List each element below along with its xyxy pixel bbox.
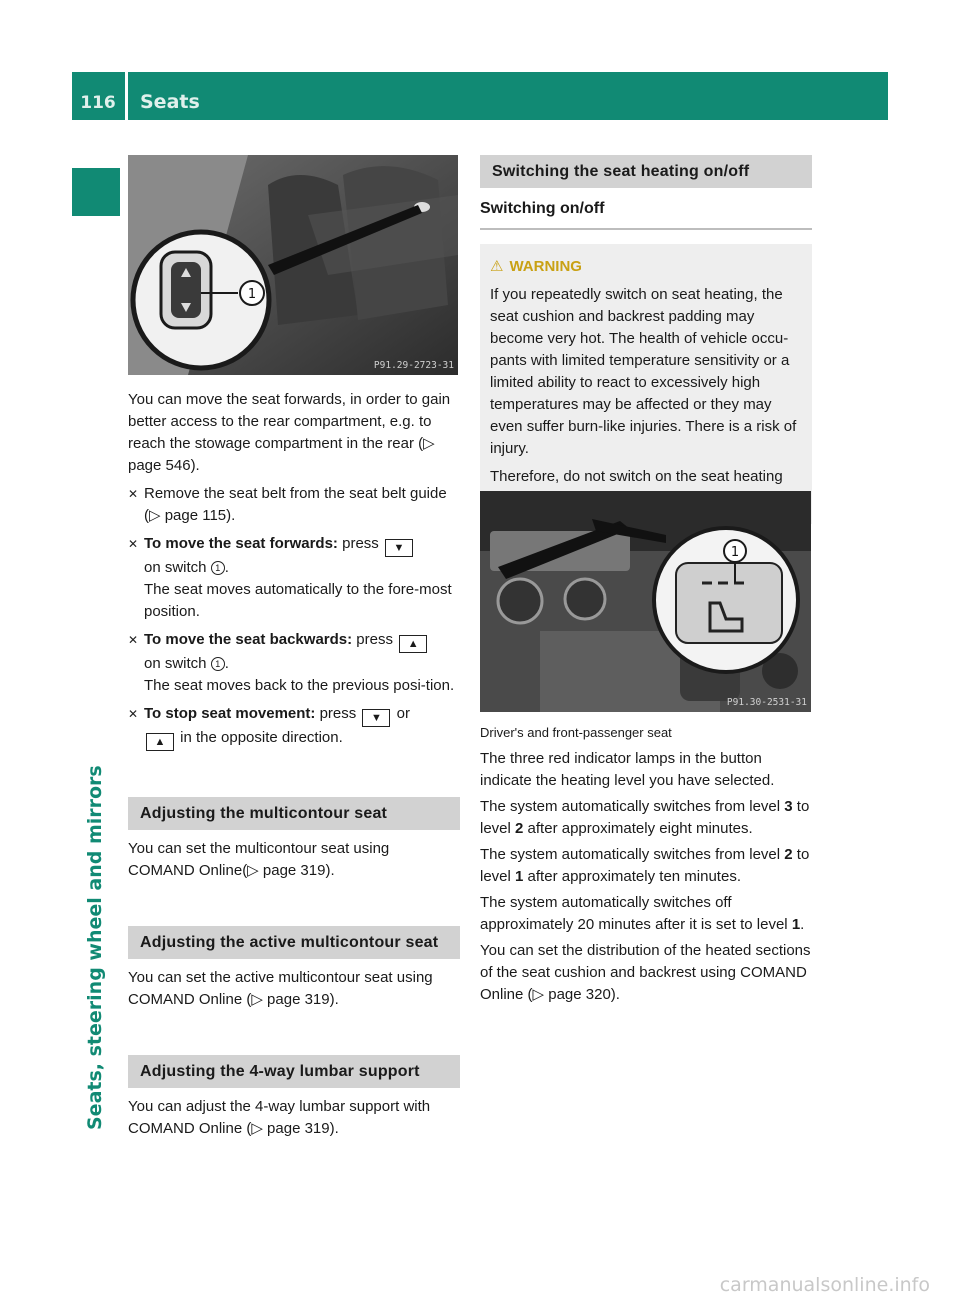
body-paragraph: The system automatically switches from level 2 to level 1 after approximately ten minutes. bbox=[480, 846, 810, 885]
section-heading: Adjusting the active multicontour seat bbox=[128, 926, 460, 959]
arrow-icon: ✕ bbox=[128, 537, 139, 551]
svg-text:1: 1 bbox=[730, 545, 740, 560]
section-heading: Switching the seat heating on/off bbox=[480, 155, 812, 188]
list-item: ✕ To stop seat movement: press ▼ or ▲ in the opposite direction. bbox=[128, 703, 460, 751]
page-number: 116 bbox=[80, 93, 116, 113]
seat-switch-illustration bbox=[128, 155, 458, 375]
body-paragraph: The system automatically switches off approximately 20 minutes after it is set to level 1. bbox=[480, 894, 805, 933]
body-paragraph: The three red indicator lamps in the button indicate the heating level you have selected. bbox=[480, 750, 775, 789]
list-item: ✕ To move the seat backwards: press ▲ on switch 1 . The seat moves back to the previous posi-tion. bbox=[128, 631, 455, 694]
section-body: You can set the active multicontour seat using COMAND Online (▷ page 319). bbox=[128, 969, 433, 1008]
down-key-icon: ▼ bbox=[362, 709, 390, 727]
header-divider bbox=[125, 72, 128, 120]
warning-text: If you repeatedly switch on seat heating, the seat cushion and backrest padding may become very hot. The health of vehicle occu-pants with limited temperature sensitivity or a limited ability to react to excessively high temperatures may be affected or they may even suffer burn-like injuries. There is a risk of injury. bbox=[490, 286, 797, 457]
watermark: carmanualsonline.info bbox=[719, 1274, 930, 1296]
seat-heating-photo bbox=[480, 491, 811, 712]
body-paragraph: The system automatically switches from level 3 to level 2 after approximately eight minutes. bbox=[480, 798, 810, 837]
side-tab-block bbox=[72, 168, 120, 216]
side-tab-label: Seats, steering wheel and mirrors bbox=[84, 765, 106, 1130]
right-column-bottom bbox=[480, 722, 812, 1006]
up-key-icon: ▲ bbox=[146, 733, 174, 751]
warning-title: ⚠ WARNING bbox=[490, 256, 802, 278]
left-column-text bbox=[128, 389, 460, 1140]
list-item: ✕ Remove the seat belt from the seat belt guide (▷ page 115). bbox=[128, 485, 447, 524]
section-body: You can set the multicontour seat using COMAND Online(▷ page 319). bbox=[128, 840, 390, 879]
down-key-icon: ▼ bbox=[385, 539, 413, 557]
svg-text:1: 1 bbox=[247, 287, 257, 302]
figure-code: P91.30-2531-31 bbox=[726, 697, 807, 708]
arrow-icon: ✕ bbox=[128, 487, 139, 501]
figure-code: P91.29-2723-31 bbox=[373, 360, 454, 371]
seat-switch-photo bbox=[128, 155, 458, 375]
list-item: ✕ To move the seat forwards: press ▼ on switch 1 . The seat moves automatically to the fore-most position. bbox=[128, 535, 452, 620]
intro-paragraph: You can move the seat forwards, in order to gain better access to the rear compartment, e.g. to reach the stowage compartment in the rear (▷ page 546). bbox=[128, 391, 451, 474]
chapter-title: Seats bbox=[140, 91, 200, 113]
warning-box bbox=[480, 244, 812, 524]
section-heading: Adjusting the multicontour seat bbox=[128, 797, 460, 830]
callout-1-icon: 1 bbox=[211, 657, 225, 671]
arrow-icon: ✕ bbox=[128, 707, 139, 721]
up-key-icon: ▲ bbox=[399, 635, 427, 653]
figure-caption: Driver's and front-passenger seat bbox=[480, 725, 672, 740]
callout-1-icon: 1 bbox=[211, 561, 225, 575]
section-body: You can adjust the 4-way lumbar support with COMAND Online (▷ page 319). bbox=[128, 1098, 431, 1137]
section-heading: Adjusting the 4-way lumbar support bbox=[128, 1055, 460, 1088]
body-paragraph: You can set the distribution of the heated sections of the seat cushion and backrest using COMAND Online (▷ page 320). bbox=[480, 942, 811, 1003]
arrow-icon: ✕ bbox=[128, 633, 139, 647]
subsection-heading: Switching on/off bbox=[480, 198, 812, 230]
seat-heating-illustration bbox=[480, 491, 811, 712]
page-header bbox=[72, 72, 888, 120]
warning-icon: ⚠ bbox=[490, 258, 504, 275]
right-column-top bbox=[480, 155, 812, 524]
warning-text: Therefore, do not switch on the seat heating bbox=[490, 468, 783, 485]
